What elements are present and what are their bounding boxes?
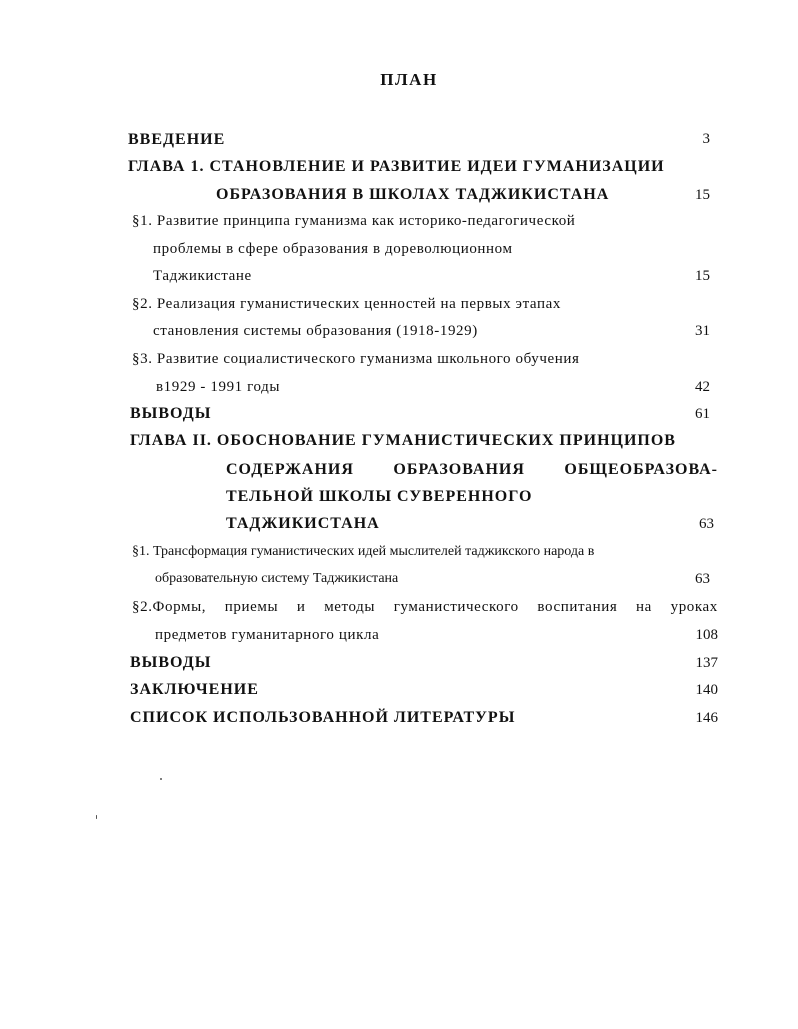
toc-ch2-title-word: СОДЕРЖАНИЯ — [226, 461, 354, 478]
toc-ch2-s2-word: воспитания — [537, 599, 618, 615]
toc-ch2-s2-word: на — [636, 599, 652, 615]
toc-ch2-s1-line1: §1. Трансформация гуманистических идей мыслителей таджикского народа в — [132, 544, 595, 559]
toc-ch2-page: 63 — [699, 516, 714, 532]
toc-ch2-conclusions-label: ВЫВОДЫ — [130, 654, 212, 671]
toc-ch1-s3-line2: в1929 - 1991 годы — [156, 379, 281, 395]
toc-ch2-s2-word: и — [296, 599, 306, 615]
toc-ch2-s2-line1 — [132, 599, 718, 616]
toc-intro-page: 3 — [702, 131, 710, 147]
toc-ch1-s1-line3: Таджикистане — [153, 268, 252, 284]
toc-ch1-conclusions-label: ВЫВОДЫ — [130, 405, 212, 422]
toc-ch1-s2-page: 31 — [695, 323, 710, 339]
toc-ch1-page: 15 — [695, 187, 710, 203]
toc-ch1-s1-line2: проблемы в сфере образования в дореволюционном — [153, 241, 513, 257]
toc-conclusion-label: ЗАКЛЮЧЕНИЕ — [130, 681, 259, 698]
toc-ch2-title-word: ОБРАЗОВАНИЯ — [393, 461, 525, 478]
toc-ch1-title-line1: ГЛАВА 1. СТАНОВЛЕНИЕ И РАЗВИТИЕ ИДЕИ ГУМАНИЗАЦИИ — [128, 158, 665, 175]
toc-ch2-conclusions-page: 137 — [695, 655, 718, 671]
toc-ch2-s2-word: §2.Формы, — [132, 599, 207, 615]
toc-ch1-title-line2: ОБРАЗОВАНИЯ В ШКОЛАХ ТАДЖИКИСТАНА — [216, 186, 610, 203]
toc-intro-label: ВВЕДЕНИЕ — [128, 131, 226, 148]
toc-ch1-s2-line2: становления системы образования (1918-1929) — [153, 323, 478, 339]
toc-ch2-title-line2 — [226, 461, 718, 479]
toc-ch1-s2-line1: §2. Реализация гуманистических ценностей на первых этапах — [132, 296, 561, 312]
toc-ch1-conclusions-page: 61 — [695, 406, 710, 422]
toc-ch1-s3-page: 42 — [695, 379, 710, 395]
toc-ch2-s2-word: приемы — [224, 599, 279, 615]
toc-ch2-s2-word: гуманистического — [393, 599, 519, 615]
page-title: ПЛАН — [380, 70, 438, 89]
toc-ch2-s2-page: 108 — [695, 627, 718, 643]
toc-ch2-title-line3: ТЕЛЬНОЙ ШКОЛЫ СУВЕРЕННОГО — [226, 488, 533, 505]
scan-speck — [160, 778, 162, 780]
toc-ch1-s1-line1: §1. Развитие принципа гуманизма как историко-педагогической — [132, 213, 576, 229]
toc-ch2-s2-word: методы — [324, 599, 376, 615]
toc-ch2-title-line1: ГЛАВА II. ОБОСНОВАНИЕ ГУМАНИСТИЧЕСКИХ ПРИНЦИПОВ — [130, 432, 676, 449]
toc-references-label: СПИСОК ИСПОЛЬЗОВАННОЙ ЛИТЕРАТУРЫ — [130, 709, 516, 726]
toc-ch2-s1-line2: образовательную систему Таджикистана — [155, 571, 399, 586]
scan-speck — [96, 815, 97, 819]
toc-ch2-s1-page: 63 — [695, 571, 710, 587]
toc-ch1-s3-line1: §3. Развитие социалистического гуманизма школьного обучения — [132, 351, 580, 367]
toc-ch2-title-line4: ТАДЖИКИСТАНА — [226, 515, 380, 532]
toc-ch2-s2-line2: предметов гуманитарного цикла — [155, 627, 380, 643]
toc-ch2-s2-word: уроках — [670, 599, 718, 615]
toc-references-page: 146 — [695, 710, 718, 726]
toc-ch2-title-word: ОБЩЕОБРАЗОВА- — [564, 461, 718, 478]
toc-conclusion-page: 140 — [695, 682, 718, 698]
toc-ch1-s1-page: 15 — [695, 268, 710, 284]
